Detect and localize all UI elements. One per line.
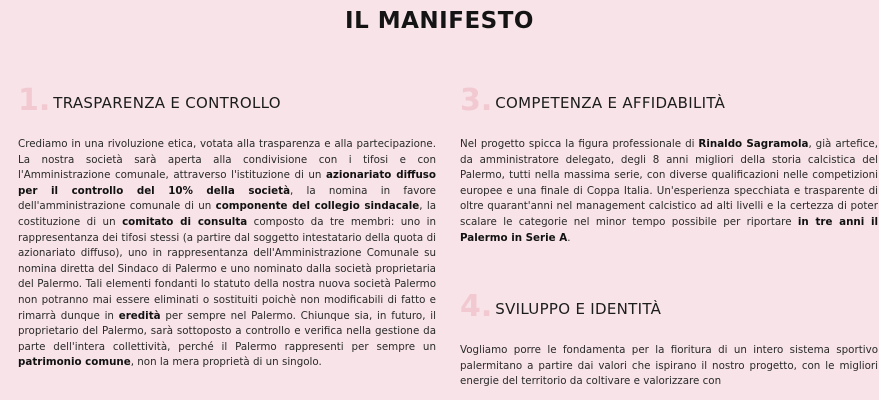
section-body — [460, 137, 878, 246]
body-text: , già artefice, da amministratore delegato, degli 8 anni migliori della storia calcistica del Palermo, tutti nella massima serie, con diverse qualificazioni nelle competizioni europee e una finale di Coppa Italia. Un'esperienza specchiata e trasparente di oltre quarant'anni nel management calcistico ad alti livelli e la certezza di poter scalare le categorie nel minor tempo possibile per riportare — [460, 138, 878, 228]
emphasis-text: eredità — [118, 309, 161, 322]
right-column — [460, 84, 878, 390]
body-text: Crediamo in una rivoluzione etica, votata alla trasparenza e alla partecipazione. La nostra società sarà aperta alla condivisione con i tifosi e con l'Amministrazione comunale, attraverso l'istituzione di un — [18, 138, 436, 182]
section-body — [18, 137, 436, 371]
section-number: 4 — [460, 289, 481, 325]
body-text: per sempre nel Palermo. Chiunque sia, in futuro, il proprietario del Palermo, sarà sottoposto a controllo e verifica nella gestione da parte dell'intera collettività, perché il Palermo rappresenti per sempre un — [18, 309, 436, 353]
section-body — [460, 343, 878, 390]
body-text: , la nomina in favore dell'amministrazione comunale di un — [18, 184, 436, 213]
section-heading: 1 . TRASPARENZA E CONTROLLO — [18, 83, 281, 118]
section-sviluppo — [460, 290, 878, 390]
section-trasparenza — [18, 84, 436, 371]
emphasis-text: Rinaldo Sagramola — [698, 138, 809, 150]
body-text: Nel progetto spicca la figura professionale di — [460, 138, 699, 150]
emphasis-text: azionariato diffuso per il controllo del 10% della società — [18, 169, 436, 197]
section-title: SVILUPPO E IDENTITÀ — [495, 300, 662, 319]
section-heading: 3 . COMPETENZA E AFFIDABILITÀ — [460, 83, 726, 118]
body-text: Vogliamo porre le fondamenta per la fioritura di un intero sistema sportivo palermitano a partire dai valori che ispirano il nostro progetto, con le migliori energie del territorio da coltivare e valorizzare con — [460, 344, 878, 388]
section-competenza — [460, 84, 878, 246]
section-number: 1 — [18, 83, 39, 118]
body-text: , non la mera proprietà di un singolo. — [130, 356, 322, 369]
section-title: COMPETENZA E AFFIDABILITÀ — [495, 94, 726, 112]
body-text: , la costituzione di un — [18, 200, 437, 228]
emphasis-text: comitato di consulta — [122, 215, 248, 228]
left-column — [18, 84, 436, 371]
body-text: composto da tre membri: uno in rappresentanza dei tifosi stessi (a partire dal soggetto intestatario della quota di azionariato diffuso), uno in rappresentanza dell'Amministrazione Comunale su nomina diretta del Sindaco di Palermo e uno nominato dalla società proprietaria del Palermo. Tali elementi fondanti lo statuto della nostra nuova società Palermo non potranno mai essere eliminati o sostituiti poichè non modificabili di fatto e rimarrà dunque in — [18, 215, 436, 322]
body-text: . — [567, 231, 571, 244]
section-number: 3 — [460, 83, 481, 118]
emphasis-text: componente del collegio sindacale — [215, 200, 420, 213]
emphasis-text: patrimonio comune — [18, 356, 131, 369]
page-title: IL MANIFESTO — [345, 8, 534, 34]
emphasis-text: in tre anni il Palermo in Serie A — [460, 215, 879, 244]
section-title: TRASPARENZA E CONTROLLO — [53, 94, 281, 112]
section-heading: 4 . SVILUPPO E IDENTITÀ — [460, 289, 662, 325]
